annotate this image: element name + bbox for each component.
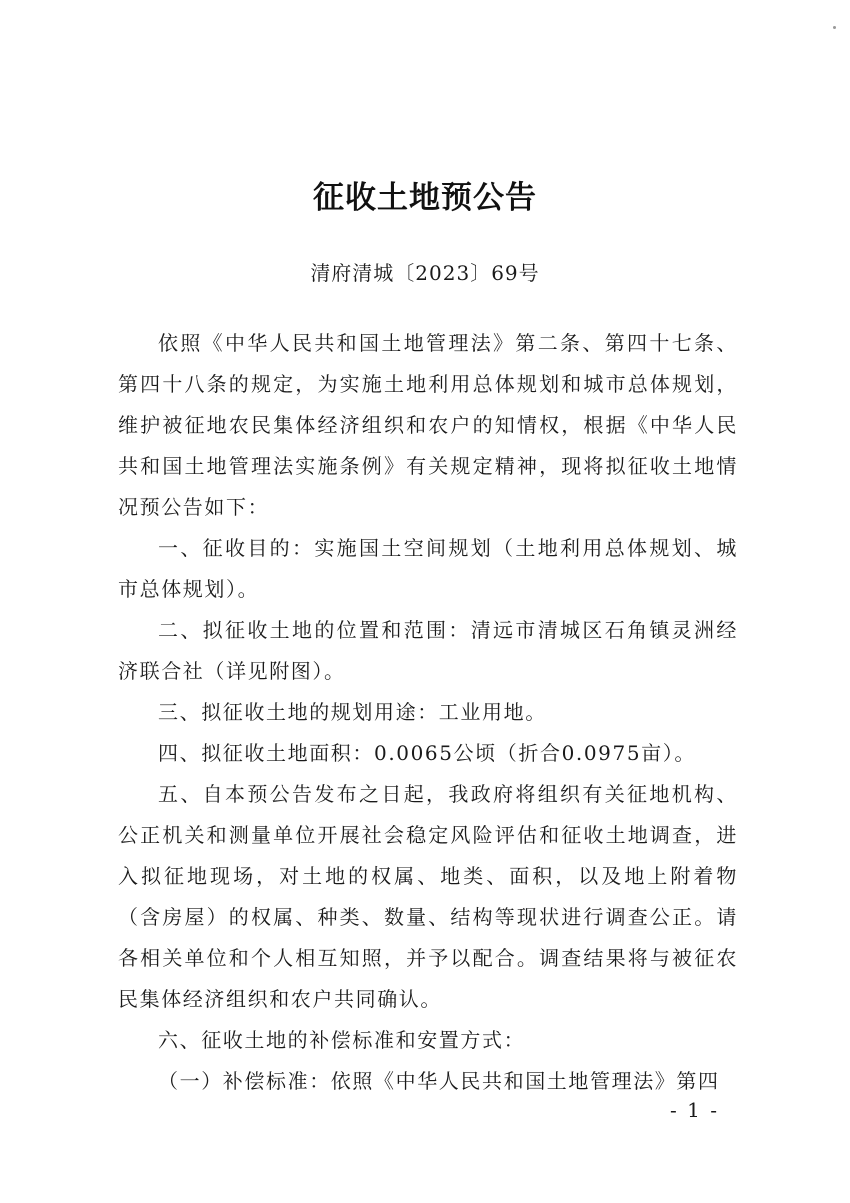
paragraph-compensation-standard: （一）补偿标准：依照《中华人民共和国土地管理法》第四 — [158, 1069, 720, 1093]
paragraph-compensation-heading: 六、征收土地的补偿标准和安置方式： — [158, 1028, 526, 1052]
page-number: - 1 - — [670, 1098, 719, 1122]
paragraph-land-use: 三、拟征收土地的规划用途：工业用地。 — [158, 700, 547, 724]
scan-speck — [833, 26, 836, 29]
paragraph-purpose: 一、征收目的：实施国土空间规划（土地利用总体规划、城市总体规划）。 — [118, 536, 738, 601]
page-title: 征收土地预公告 — [313, 180, 537, 216]
paragraph-location: 二、拟征收土地的位置和范围：清远市清城区石角镇灵洲经济联合社（详见附图）。 — [118, 618, 738, 683]
document-body — [118, 323, 738, 1102]
document-number: 清府清城〔2023〕69号 — [310, 261, 540, 285]
paragraph-survey: 五、自本预公告发布之日起，我政府将组织有关征地机构、公正机关和测量单位开展社会稳定风险评估和征收土地调查，进入拟征地现场，对土地的权属、地类、面积，以及地上附着物（含房屋）的权属、种类、数量、结构等现状进行调查公正。请各相关单位和个人相互知照，并予以配合。调查结果将与被征农民集体经济组织和农户共同确认。 — [118, 782, 738, 1011]
paragraph-intro: 依照《中华人民共和国土地管理法》第二条、第四十七条、第四十八条的规定，为实施土地利用总体规划和城市总体规划，维护被征地农民集体经济组织和农户的知情权，根据《中华人民共和国土地管理法实施条例》有关规定精神，现将拟征收土地情况预公告如下： — [118, 331, 738, 519]
paragraph-area: 四、拟征收土地面积：0.0065公顷（折合0.0975亩）。 — [158, 741, 696, 765]
